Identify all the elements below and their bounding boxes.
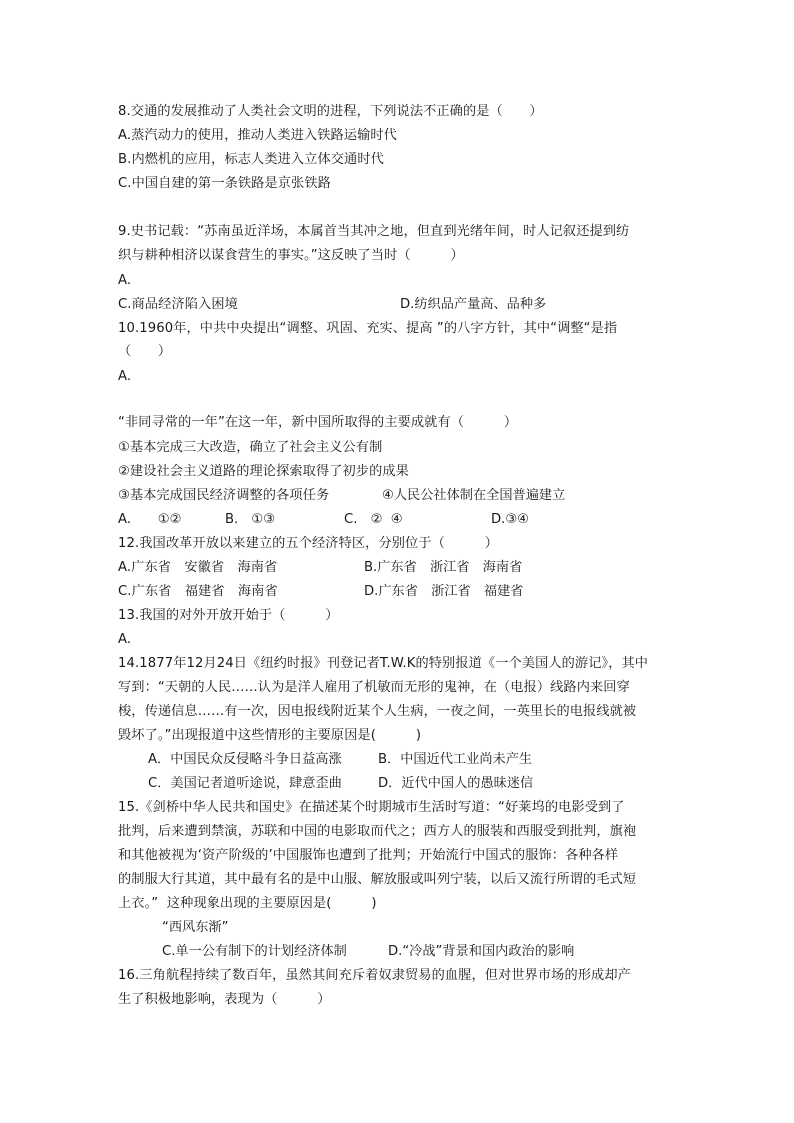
q10-stem-line1: 10.1960年，中共中央提出“调整、巩固、充实、提高 ”的八字方针，其中“调整“是指 [118,321,618,336]
q11-item-3: ③基本完成国民经济调整的各项任务 [118,488,330,503]
q16-stem-line2: 生了积极地影响，表现为（ ） [118,992,331,1007]
q14-option-d: D．近代中国人的愚昧迷信 [378,776,534,791]
q14-stem-line3: 梭，传递信息……有一次，因电报线附近某个人生病，一夜之间，一英里长的电报线就被 [118,704,637,719]
q13-option-a: A. [118,632,132,647]
q15-stem-line2: 批判，后来遭到禁演，苏联和中国的电影取而代之；西方人的服装和西服受到批判，旗袍 [118,824,637,839]
q11-option-c: C. ② ④ [344,512,403,527]
q15-stem-line4: 的制服大行其道，其中最有名的是中山服、解放服或叫列宁装，以后又流行所谓的毛式短 [118,872,637,887]
q13-stem: 13.我国的对外开放开始于（ ） [118,608,339,623]
q10-option-a: A. [118,369,132,384]
q11-option-a: A. ①② [118,512,182,527]
q11-item-2: ②建设社会主义道路的理论探索取得了初步的成果 [118,464,409,479]
q12-option-d: D.广东省 浙江省 福建省 [364,584,524,599]
q14-stem-line1: 14.1877年12月24日《纽约时报》刊登记者T.W.K的特别报道《一个美国人的游记》，其中 [118,656,649,671]
q8-option-a: A.蒸汽动力的使用，推动人类进入铁路运输时代 [118,128,397,143]
q15-stem-line1: 15.《剑桥中华人民共和国史》在描述某个时期城市生活时写道：“好莱坞的电影受到了 [118,800,625,815]
q12-option-c: C.广东省 福建省 海南省 [118,584,278,599]
q16-stem-line1: 16.三角航程持续了数百年，虽然其间充斥着奴隶贸易的血腥，但对世界市场的形成却产 [118,968,631,983]
q14-option-a: A．中国民众反侵略斗争日益高涨 [148,752,342,767]
q12-option-b: B.广东省 浙江省 海南省 [364,560,523,575]
q14-option-b: B．中国近代工业尚未产生 [378,752,533,767]
q8-option-b: B.内燃机的应用，标志人类进入立体交通时代 [118,152,384,167]
q12-option-a: A.广东省 安徽省 海南省 [118,560,278,575]
q14-stem-line4: 毁坏了。”出现报道中这些情形的主要原因是( ) [118,728,422,743]
q8-stem: 8.交通的发展推动了人类社会文明的进程，下列说法不正确的是（ ） [118,104,543,119]
q11-option-b: B. ①③ [225,512,276,527]
q15-option-a: “西风东渐” [162,920,229,935]
q15-stem-line3: 和其他被视为‘资产阶级的’中国服饰也遭到了批判；开始流行中国式的服饰：各种各样 [118,848,619,863]
q14-stem-line2: 写到：“天朝的人民……认为是洋人雇用了机敏而无形的鬼神，在（电报）线路内来回穿 [118,680,630,695]
q11-option-d: D.③④ [491,512,529,527]
q9-stem-line1: 9.史书记载：“苏南虽近洋场，本属首当其冲之地，但直到光绪年间，时人记叙还提到纺 [118,224,630,239]
q9-option-c: C.商品经济陷入困境 [118,297,238,312]
q9-stem-line2: 织与耕种相济以谋食营生的事实。”这反映了当时（ ） [118,248,464,263]
q9-option-a: A. [118,273,132,288]
q15-stem-line5: 上衣。” 这种现象出现的主要原因是( ) [118,896,377,911]
q10-stem-line2: （ ） [118,344,172,359]
q11-item-4: ④人民公社体制在全国普遍建立 [382,488,566,503]
q11-item-1: ①基本完成三大改造，确立了社会主义公有制 [118,440,383,455]
q11-stem: “非同寻常的一年”在这一年，新中国所取得的主要成就有（ ） [118,415,518,430]
q12-stem: 12.我国改革开放以来建立的五个经济特区，分别位于（ ） [118,536,499,551]
q15-option-c: C.单一公有制下的计划经济体制 [162,944,347,959]
q8-option-c: C.中国自建的第一条铁路是京张铁路 [118,176,331,191]
q9-option-d: D.纺织品产量高、品种多 [400,297,547,312]
q15-option-d: D.“冷战”背景和国内政治的影响 [388,944,575,959]
q14-option-c: C．美国记者道听途说，肆意歪曲 [148,776,342,791]
